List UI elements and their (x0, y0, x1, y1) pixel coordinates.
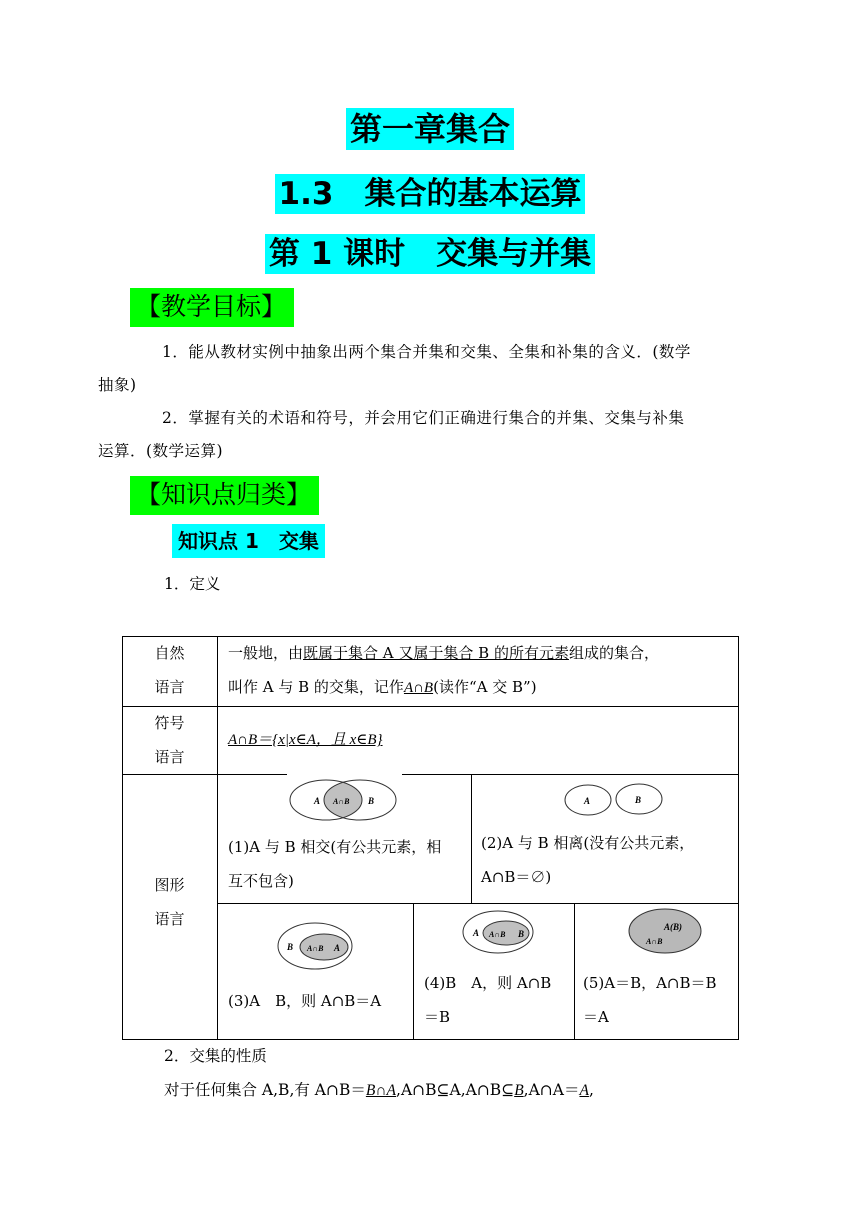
case-4-text: (4)B A，则 A∩B ＝B (424, 974, 552, 1026)
knowledge-heading: 【知识点归类】 (130, 476, 319, 515)
venn1-label-a: A (314, 796, 321, 806)
row1-label: 自然 语言 (154, 644, 185, 696)
venn2-label-b: B (635, 795, 642, 805)
knowledge-point-1-heading: 知识点 1 交集 (172, 524, 325, 558)
venn-intersecting (288, 778, 400, 826)
venn-disjoint (562, 782, 666, 820)
row3-label: 图形 语言 (154, 876, 185, 928)
case-1-text: (1)A 与 B 相交(有公共元素，相 互不包含) (228, 838, 442, 890)
venn4-label-a: A (473, 928, 480, 938)
venn3-label-b: B (287, 942, 294, 952)
venn2-label-a: A (584, 796, 591, 806)
venn-a-equals-b (626, 906, 704, 956)
case-2-text: (2)A 与 B 相离(没有公共元素， A∩B＝∅) (481, 834, 695, 886)
section-title: 1.3 集合的基本运算 (0, 168, 860, 213)
objective-2: 2．掌握有关的术语和符号，并会用它们正确进行集合的并集、交集与补集 运算．(数学运算) (98, 409, 685, 460)
properties-text: 对于任何集合 A,B,有 A∩B＝B∩A,A∩B⊆A,A∩B⊆B,A∩A＝A, (164, 1081, 594, 1099)
case-5-text: (5)A＝B，A∩B＝B ＝A (583, 974, 717, 1026)
definition-label: 1．定义 (164, 575, 221, 593)
chapter-title: 第一章集合 (0, 104, 860, 150)
venn1-label-aib: A∩B (333, 797, 350, 806)
venn5-label-ab: A(B) (664, 922, 682, 932)
venn3-label-a: A (334, 943, 341, 953)
objectives-heading: 【教学目标】 (130, 288, 294, 327)
venn-a-subset-b (276, 920, 356, 972)
symbol-formula: A∩B＝{x|x∈A，且 x∈B} (228, 732, 383, 748)
venn3-label-aib: A∩B (307, 944, 324, 953)
objective-1: 1．能从教材实例中抽象出两个集合并集和交集、全集和补集的含义．(数学 抽象) (98, 343, 691, 394)
venn4-label-aib: A∩B (489, 930, 506, 939)
venn-b-subset-a (460, 908, 536, 956)
lesson-title: 第 1 课时 交集与并集 (0, 228, 860, 273)
case-3-text: (3)A B，则 A∩B＝A (228, 992, 382, 1010)
venn1-label-b: B (368, 796, 375, 806)
venn4-label-b: B (518, 929, 525, 939)
natural-language-definition: 一般地，由既属于集合 A 又属于集合 B 的所有元素组成的集合， 叫作 A 与 B 的交集，记作A∩B(读作“A 交 B”) (228, 644, 659, 696)
row2-label: 符号 语言 (154, 714, 185, 766)
properties-label: 2．交集的性质 (164, 1047, 267, 1065)
venn5-label-aib: A∩B (646, 937, 663, 946)
